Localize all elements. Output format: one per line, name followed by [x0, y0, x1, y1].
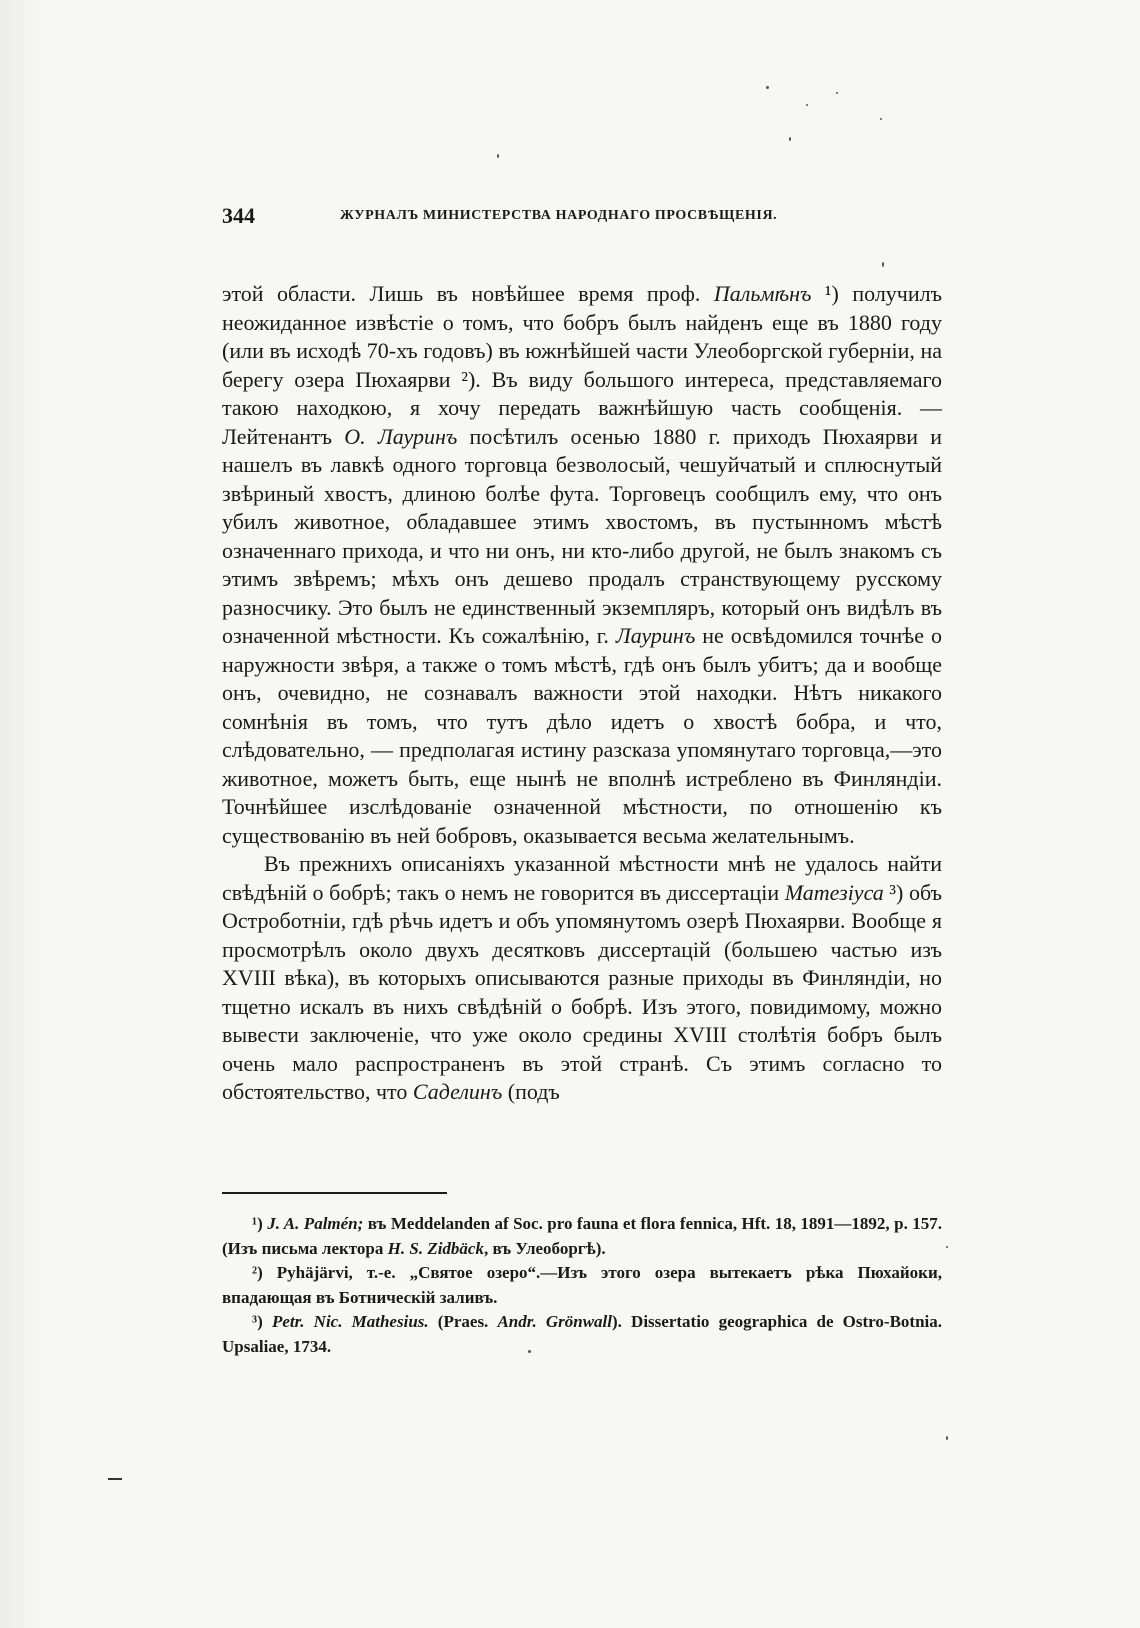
- text-run: не освѣдомился точнѣе о наружности звѣря, а также о томъ мѣстѣ, гдѣ онъ былъ убитъ; да и вообще онъ, очевидно, не сознавалъ важности этой находки. Нѣтъ никакого сомнѣнія въ томъ, что тутъ дѣло идетъ о хвостѣ бобра, и что, слѣдовательно, — предполагая истину разсказа упомянутаго торговца,—это животное, можетъ быть, еще нынѣ не вполнѣ истреблено въ Финляндіи. Точнѣйшее изслѣдованіе означенной мѣстности, по отношенію къ существованію въ ней бобровъ, оказывается весьма желательнымъ.: [222, 623, 942, 848]
- footnote-text: ). Dissertatio geographica de Ostro-Botnia. Upsaliae, 1734.: [222, 1312, 943, 1356]
- footnote-text: (Praes.: [428, 1312, 498, 1331]
- footnote-text: , въ Улеоборгѣ).: [483, 1238, 606, 1258]
- footnotes: [222, 1212, 942, 1359]
- running-title: ЖУРНАЛЪ МИНИСТЕРСТВА НАРОДНАГО ПРОСВѢЩЕНІЯ.: [340, 208, 778, 223]
- footnote-text: въ Meddelanden af Soc. pro fauna et flora fennica, Hft. 18, 1891—1892, p. 157. (Изъ письма лектора: [222, 1214, 943, 1258]
- italic-name: Матезіуса: [784, 879, 884, 905]
- text-run: этой области. Лишь въ новѣйшее время проф.: [222, 281, 714, 306]
- text-run: ¹) получилъ неожиданное извѣстіе о томъ, что бобръ былъ найденъ еще въ 1880 году (или въ исходѣ 70-хъ годовъ) въ южнѣйшей части Улеоборгской губерніи, на берегу озера Пюхаярви ²). Въ виду большого интереса, представляемаго такою находкою, я хочу передать важнѣйшую часть сообщенія. — Лейтенантъ: [222, 281, 942, 449]
- italic-name: О. Лауринъ: [344, 423, 458, 449]
- footnote-mark: ³): [252, 1312, 263, 1331]
- scan-speck: [946, 1436, 948, 1440]
- text-run: (подъ: [502, 1079, 560, 1104]
- italic-name: Саделинъ: [412, 1079, 503, 1104]
- footnote-text: Pyhäjärvi, т.-е. „Святое озеро“.—Изъ этого озера вытекаетъ рѣка Пюхайоки, впадающая въ Ботническій заливъ.: [222, 1263, 942, 1307]
- text-run: ³) объ Остроботніи, гдѣ рѣчь идетъ и объ упомянутомъ озерѣ Пюхаярви. Вообще я просмотрѣлъ около двухъ десятковъ диссертацій (большею частью изъ XVIII вѣка), въ которыхъ описываются разные приходы въ Финляндіи, но тщетно искалъ въ нихъ свѣдѣній о бобрѣ. Изъ этого, повидимому, можно вывести заключеніе, что уже около средины XVIII столѣтія бобръ былъ очень мало распространенъ въ этой странѣ. Съ этимъ согласно то обстоятельство, что: [222, 879, 942, 1104]
- footnote-2: [222, 1261, 942, 1310]
- paragraph-2: [222, 850, 942, 1107]
- page-number: 344: [222, 203, 255, 228]
- scan-speck: [946, 1246, 948, 1248]
- italic-name: Пальмѣнъ: [713, 281, 812, 306]
- footnote-1: [222, 1212, 942, 1261]
- paragraph-1: [222, 280, 942, 850]
- text-run: Въ прежнихъ описаніяхъ указанной мѣстности мнѣ не удалось найти свѣдѣній о бобрѣ; такъ о немъ не говорится въ диссертаціи: [222, 851, 942, 905]
- footnote-italic: Andr. Grönwall: [497, 1312, 612, 1331]
- footnote-italic: J. A. Palmén;: [267, 1214, 364, 1233]
- scan-shadow-edge: [0, 0, 48, 1628]
- italic-name: Лауринъ: [615, 623, 696, 648]
- margin-mark: [108, 1478, 122, 1480]
- scan-speck: [766, 86, 769, 89]
- scan-speck: [789, 137, 791, 141]
- scan-speck: [497, 154, 499, 158]
- footnote-3: [222, 1310, 942, 1359]
- scan-speck: [836, 92, 838, 94]
- scan-speck: [882, 262, 884, 267]
- footnote-mark: ²): [252, 1263, 263, 1282]
- footnote-mark: ¹): [252, 1214, 263, 1233]
- scan-speck: [880, 118, 882, 120]
- scan-speck: [806, 104, 808, 106]
- main-text: [222, 280, 942, 1107]
- footnote-divider: [222, 1192, 447, 1194]
- footnote-italic: H. S. Zidbäck: [387, 1238, 484, 1258]
- page-header: [222, 203, 942, 233]
- text-run: посѣтилъ осенью 1880 г. приходъ Пюхаярви и нашелъ въ лавкѣ одного торговца безволосый, чешуйчатый и сплюснутый звѣриный хвостъ, длиною болѣе фута. Торговецъ сообщилъ ему, что онъ убилъ животное, обладавшее этимъ хвостомъ, въ пустынномъ мѣстѣ означеннаго прихода, и что ни онъ, ни кто-либо другой, не былъ знакомъ съ этимъ звѣремъ; мѣхъ онъ дешево продалъ странствующему русскому разносчику. Это былъ не единственный экземпляръ, который онъ видѣлъ въ означенной мѣстности. Къ сожалѣнію, г.: [222, 423, 942, 648]
- footnote-italic: Petr. Nic. Mathesius.: [271, 1312, 429, 1331]
